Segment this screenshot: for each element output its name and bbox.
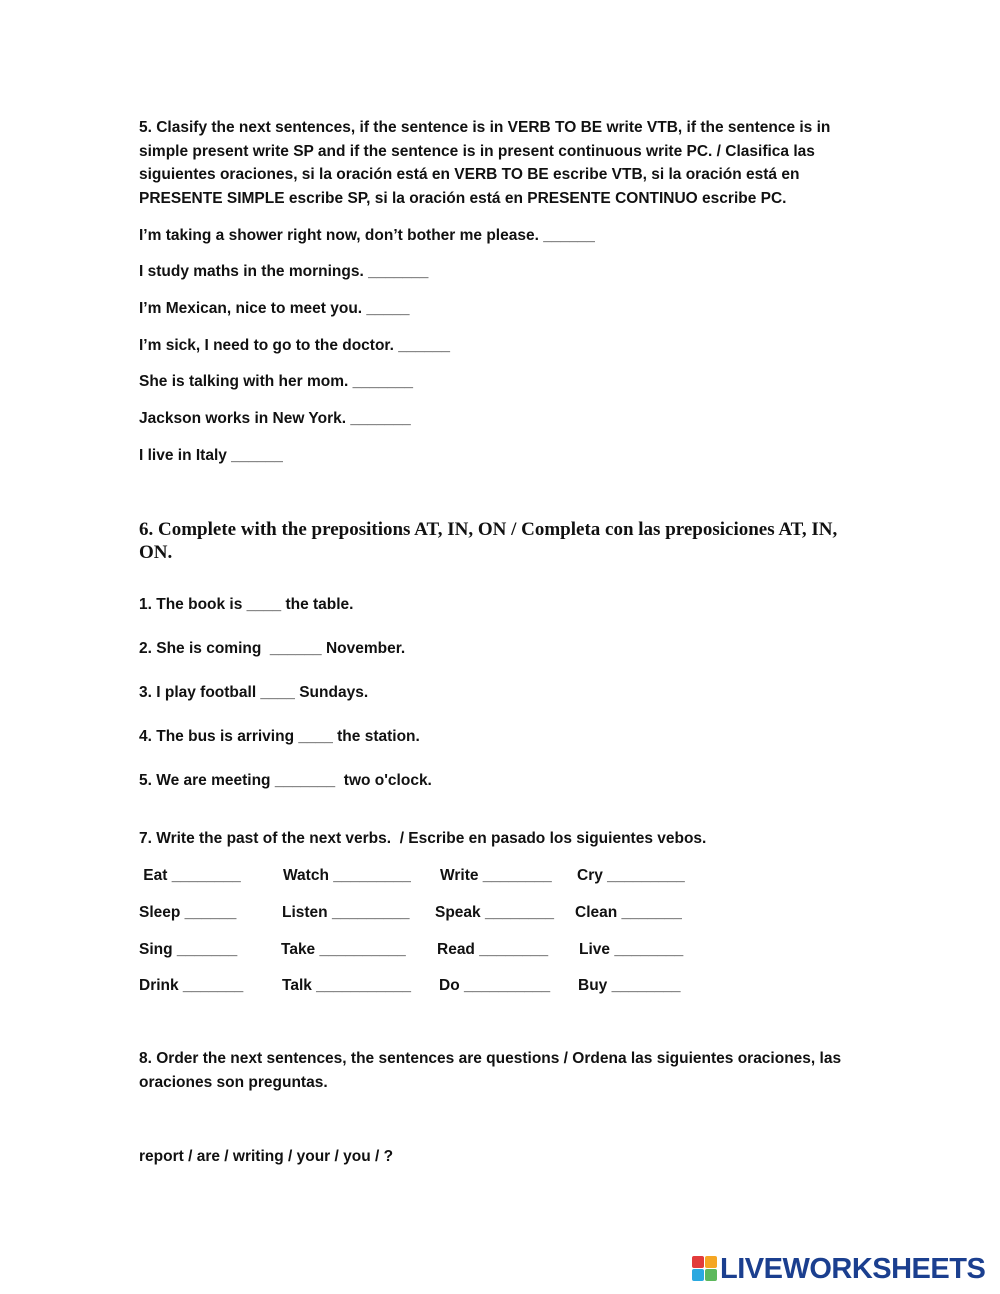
verb-blank: Talk ___________	[282, 977, 411, 994]
verb-blank: Cry _________	[577, 867, 685, 884]
liveworksheets-logo	[692, 1253, 985, 1285]
verb-blank: Clean _______	[575, 904, 682, 921]
q7-instructions: 7. Write the past of the next verbs. / Escribe en pasado los siguientes vebos.	[139, 830, 707, 847]
verb-blank: Live ________	[579, 941, 684, 958]
q8-instructions: 8. Order the next sentences, the sentences are questions / Ordena las siguientes oraciones, las oraciones son preguntas.	[139, 1050, 842, 1091]
verb-blank: Drink _______	[139, 977, 244, 994]
q6-item-2: 2. She is coming ______ November.	[139, 640, 406, 657]
q5-instructions	[139, 116, 859, 210]
verb-blank: Take __________	[281, 941, 406, 958]
q6-item-4: 4. The bus is arriving ____ the station.	[139, 728, 420, 745]
q6-item-5: 5. We are meeting _______ two o'clock.	[139, 772, 432, 789]
q5-item-6: Jackson works in New York. _______	[139, 410, 411, 427]
logo-text: LIVEWORKSHEETS	[720, 1253, 986, 1285]
verb-blank: Write ________	[440, 867, 552, 884]
verb-blank: Buy ________	[578, 977, 681, 994]
verb-blank: Do __________	[439, 977, 551, 994]
q5-item-7: I live in Italy ______	[139, 447, 283, 464]
verb-blank: Sleep ______	[139, 904, 237, 921]
q5-item-3: I’m Mexican, nice to meet you. _____	[139, 300, 410, 317]
verb-blank: Speak ________	[435, 904, 554, 921]
q5-item-1: I’m taking a shower right now, don’t bother me please. ______	[139, 227, 595, 244]
q6-item-3: 3. I play football ____ Sundays.	[139, 684, 369, 701]
q5-item-5: She is talking with her mom. _______	[139, 373, 413, 390]
verb-blank: Read ________	[437, 941, 549, 958]
q5-instruction-text: 5. Clasify the next sentences, if the sentence is in VERB TO BE write VTB, if the sentence is in simple present write SP and if the sentence is in present continuous write PC. / Clasifica las siguientes oraciones, si la oración está en VERB TO BE escribe VTB, si la oración está en PRESENTE SIMPLE escribe SP, si la oración está en PRESENTE CONTINUO escribe PC.	[139, 119, 831, 207]
verb-blank: Eat ________	[139, 867, 241, 884]
verb-blank: Watch _________	[283, 867, 411, 884]
q5-item-2: I study maths in the mornings. _______	[139, 263, 429, 280]
verb-blank: Sing _______	[139, 941, 238, 958]
q8-item-1: report / are / writing / your / you / ?	[139, 1148, 394, 1165]
q6-item-1: 1. The book is ____ the table.	[139, 596, 354, 613]
liveworksheets-logo-icon	[692, 1256, 718, 1282]
q5-item-4: I’m sick, I need to go to the doctor. ______	[139, 337, 450, 354]
q6-title: 6. Complete with the prepositions AT, IN, ON / Completa con las preposiciones AT, IN, ON.	[139, 519, 838, 563]
verb-blank: Listen _________	[282, 904, 410, 921]
